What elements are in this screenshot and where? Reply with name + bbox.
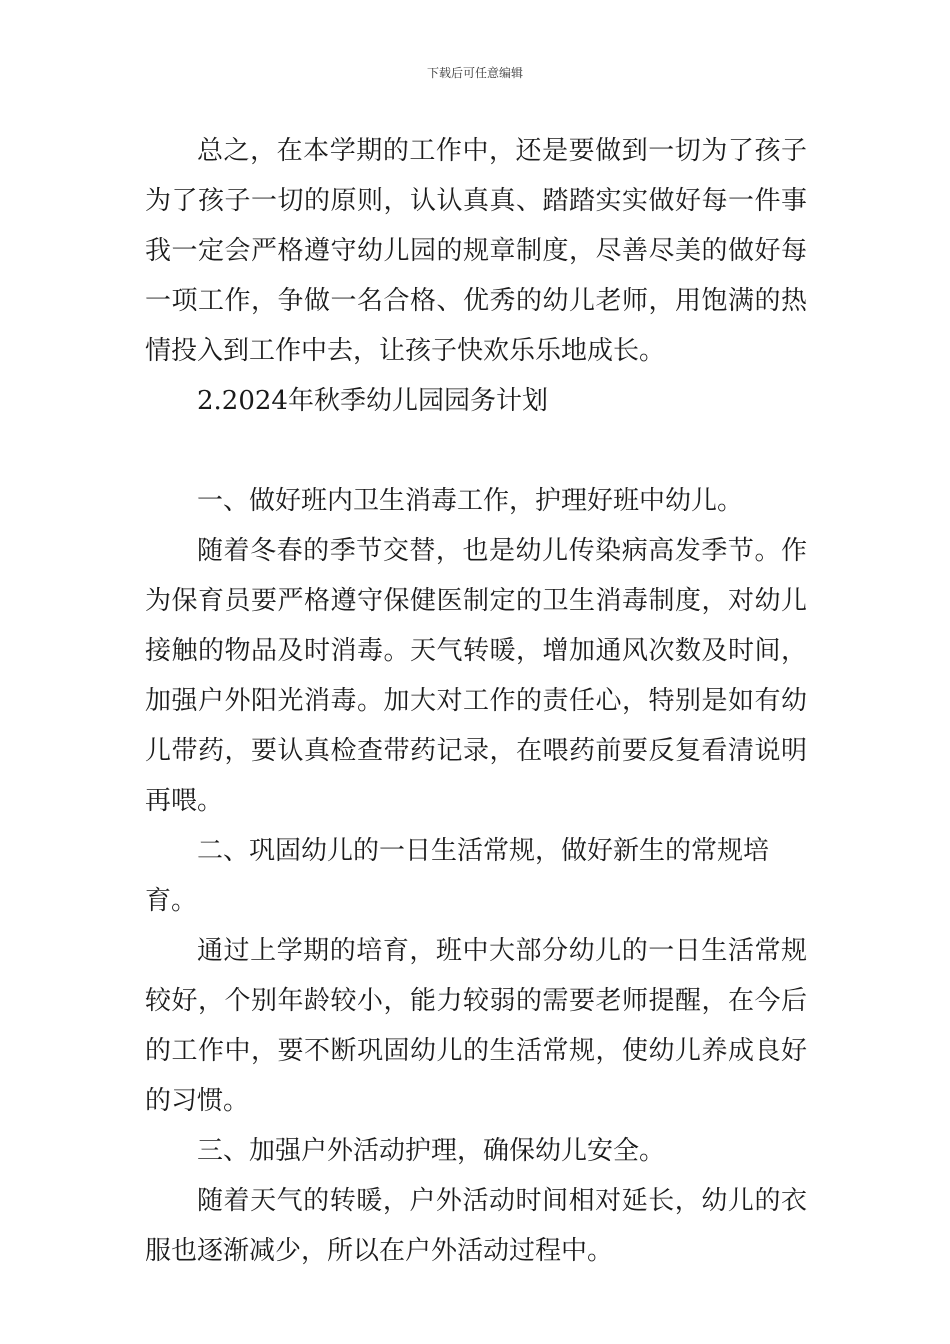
section-1-heading: 一、做好班内卫生消毒工作，护理好班中幼儿。 [197, 486, 744, 516]
document-title: 2.2024年秋季幼儿园园务计划 [197, 386, 548, 416]
section-3-text: 随着天气的转暖，户外活动时间相对延长，幼儿的衣服也逐渐减少，所以在户外活动过程中。 [145, 1186, 807, 1266]
section-2-text: 通过上学期的培育，班中大部分幼儿的一日生活常规较好，个别年龄较小，能力较弱的需要老师提醒，在今后的工作中，要不断巩固幼儿的生活常规，使幼儿养成良好的习惯。 [145, 936, 807, 1116]
section-3-heading: 三、加强户外活动护理，确保幼儿安全。 [197, 1136, 666, 1166]
blank-line [145, 426, 807, 476]
section-2-heading: 二、巩固幼儿的一日生活常规，做好新生的常规培育。 [145, 836, 770, 916]
document-body [145, 126, 807, 1276]
paragraph-summary: 总之，在本学期的工作中，还是要做到一切为了孩子为了孩子一切的原则，认认真真、踏踏实实做好每一件事我一定会严格遵守幼儿园的规章制度，尽善尽美的做好每一项工作，争做一名合格、优秀的幼儿老师，用饱满的热情投入到工作中去，让孩子快欢乐乐地成长。 [145, 136, 807, 366]
page-header: 下载后可任意编辑 [426, 66, 523, 80]
section-1-text: 随着冬春的季节交替，也是幼儿传染病高发季节。作为保育员要严格遵守保健医制定的卫生消毒制度，对幼儿接触的物品及时消毒。天气转暖，增加通风次数及时间，加强户外阳光消毒。加大对工作的责任心，特别是如有幼儿带药，要认真检查带药记录，在喂药前要反复看清说明再喂。 [145, 536, 807, 816]
